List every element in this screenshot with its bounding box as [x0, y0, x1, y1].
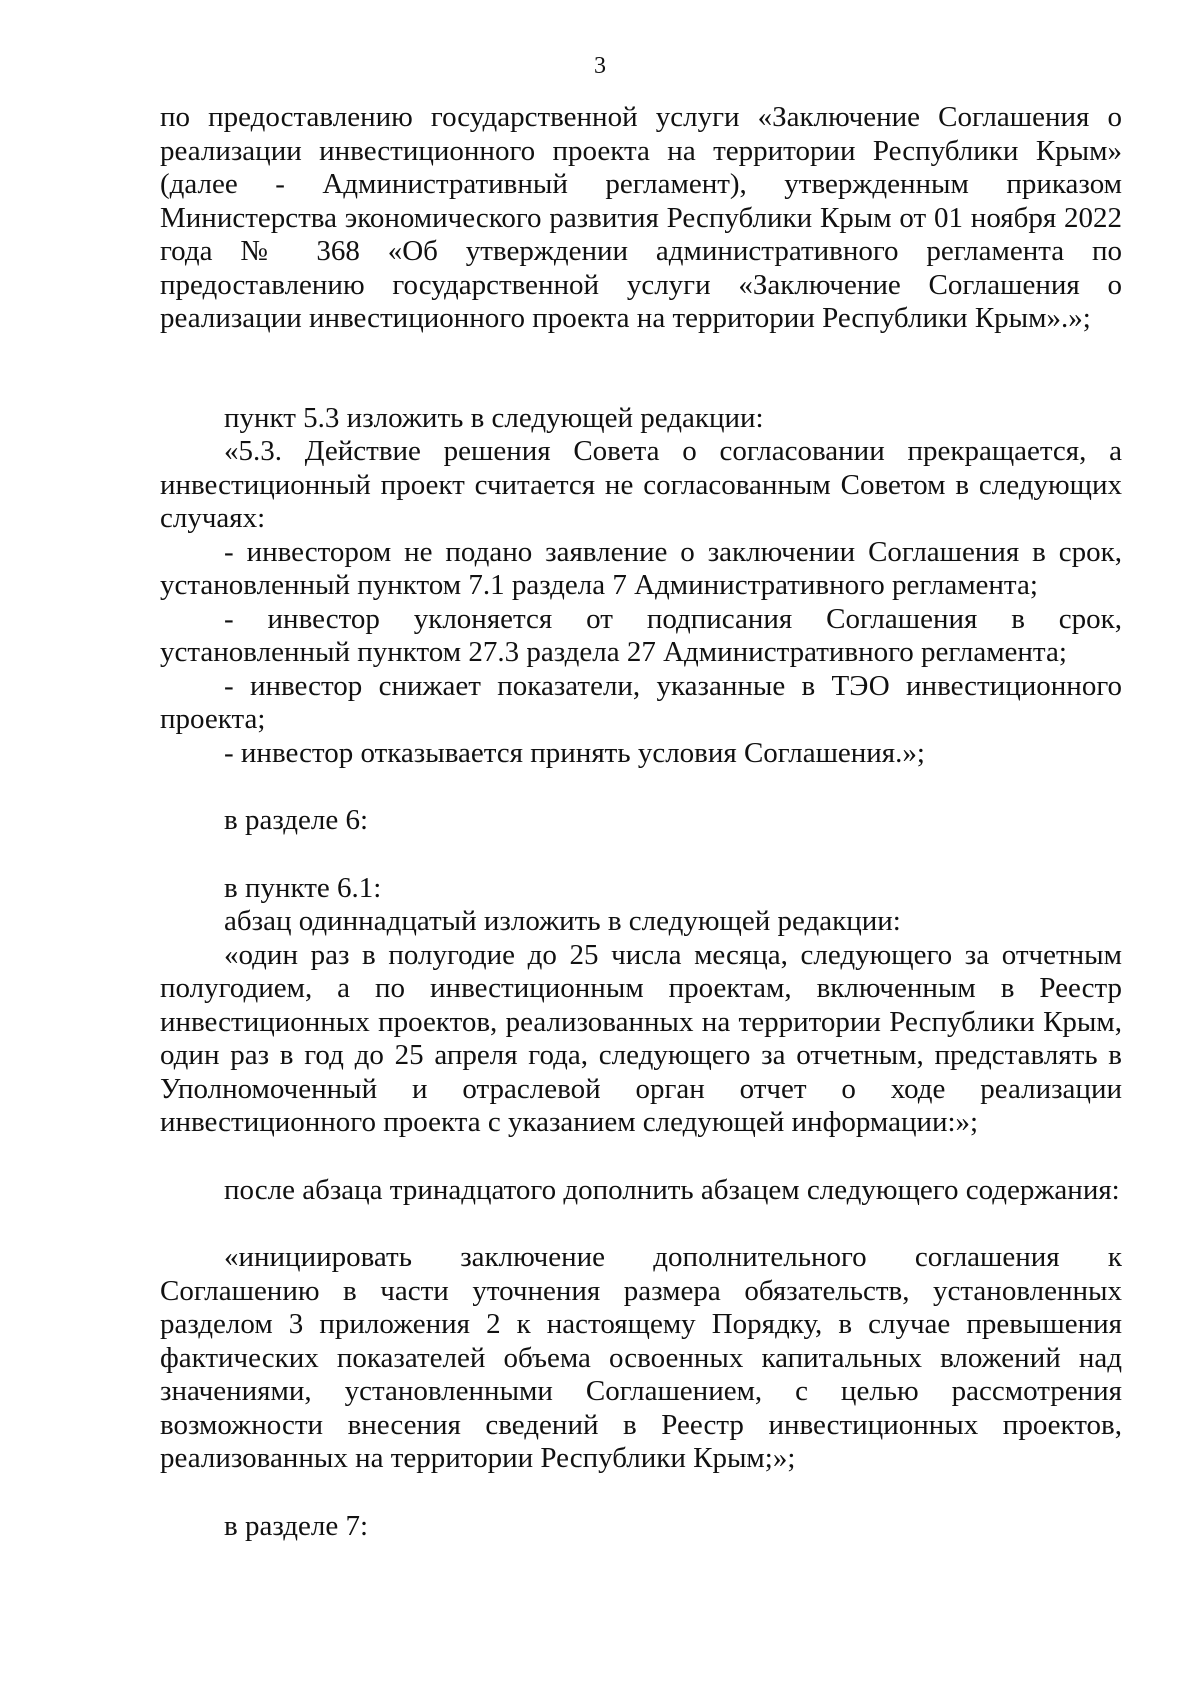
- paragraph-clause-5-3-intro: пункт 5.3 изложить в следующей редакции:: [224, 401, 764, 434]
- list-item-signing-evaded: - инвестор уклоняется от подписания Соглашения в срок, установленный пунктом 27.3 раздела 27 Административного регламента;: [160, 602, 1122, 668]
- paragraph-clause-6-1: в пункте 6.1:: [224, 871, 382, 904]
- document-body: [160, 101, 1122, 1543]
- paragraph-eleventh-abzac-text: «один раз в полугодие до 25 числа месяца, следующего за отчетным полугодием, а по инвестиционным проектам, включенным в Реестр инвестиционных проектов, реализованных на территории Республики Крым, один раз в год до 25 апреля года, следующего за отчетным, представлять в Уполномоченный и отраслевой орган отчет о ходе реализации инвестиционного проекта с указанием следующей информации:»;: [160, 938, 1122, 1138]
- paragraph-eleventh-abzac-intro: абзац одиннадцатый изложить в следующей редакции:: [224, 905, 901, 937]
- list-item-indicators-reduced: - инвестор снижает показатели, указанные в ТЭО инвестиционного проекта;: [160, 669, 1122, 735]
- paragraph-section-7: в разделе 7:: [224, 1509, 369, 1542]
- paragraph-section-6: в разделе 6:: [224, 804, 369, 836]
- list-item-conditions-refused: - инвестор отказывается принять условия Соглашения.»;: [224, 736, 925, 769]
- paragraph-clause-5-3-text: «5.3. Действие решения Совета о согласовании прекращается, а инвестиционный проект считается не согласованным Советом в следующих случаях:: [160, 435, 1122, 534]
- paragraph-after-thirteenth-abzac: после абзаца тринадцатого дополнить абзацем следующего содержания:: [224, 1173, 1120, 1206]
- page-number: 3: [594, 53, 606, 79]
- list-item-application-not-filed: - инвестором не подано заявление о заключении Соглашения в срок, установленный пунктом 7.1 раздела 7 Административного регламента;: [160, 535, 1122, 601]
- paragraph-new-abzac-text: «инициировать заключение дополнительного соглашения к Соглашению в части уточнения размера обязательств, установленных разделом 3 приложения 2 к настоящему Порядку, в случае превышения фактических показателей объема освоенных капитальных вложений над значениями, установленными Соглашением, с целью рассмотрения возможности внесения сведений в Реестр инвестиционных проектов, реализованных на территории Республики Крым;»;: [160, 1241, 1122, 1474]
- paragraph-regulation-reference: по предоставлению государственной услуги «Заключение Соглашения о реализации инвестиционного проекта на территории Республики Крым» (далее - Административный регламент), утвержденным приказом Министерства экономического развития Республики Крым от 01 ноября 2022 года № 368 «Об утверждении административного регламента по предоставлению государственной услуги «Заключение Соглашения о реализации инвестиционного проекта на территории Республики Крым».»;: [160, 101, 1122, 334]
